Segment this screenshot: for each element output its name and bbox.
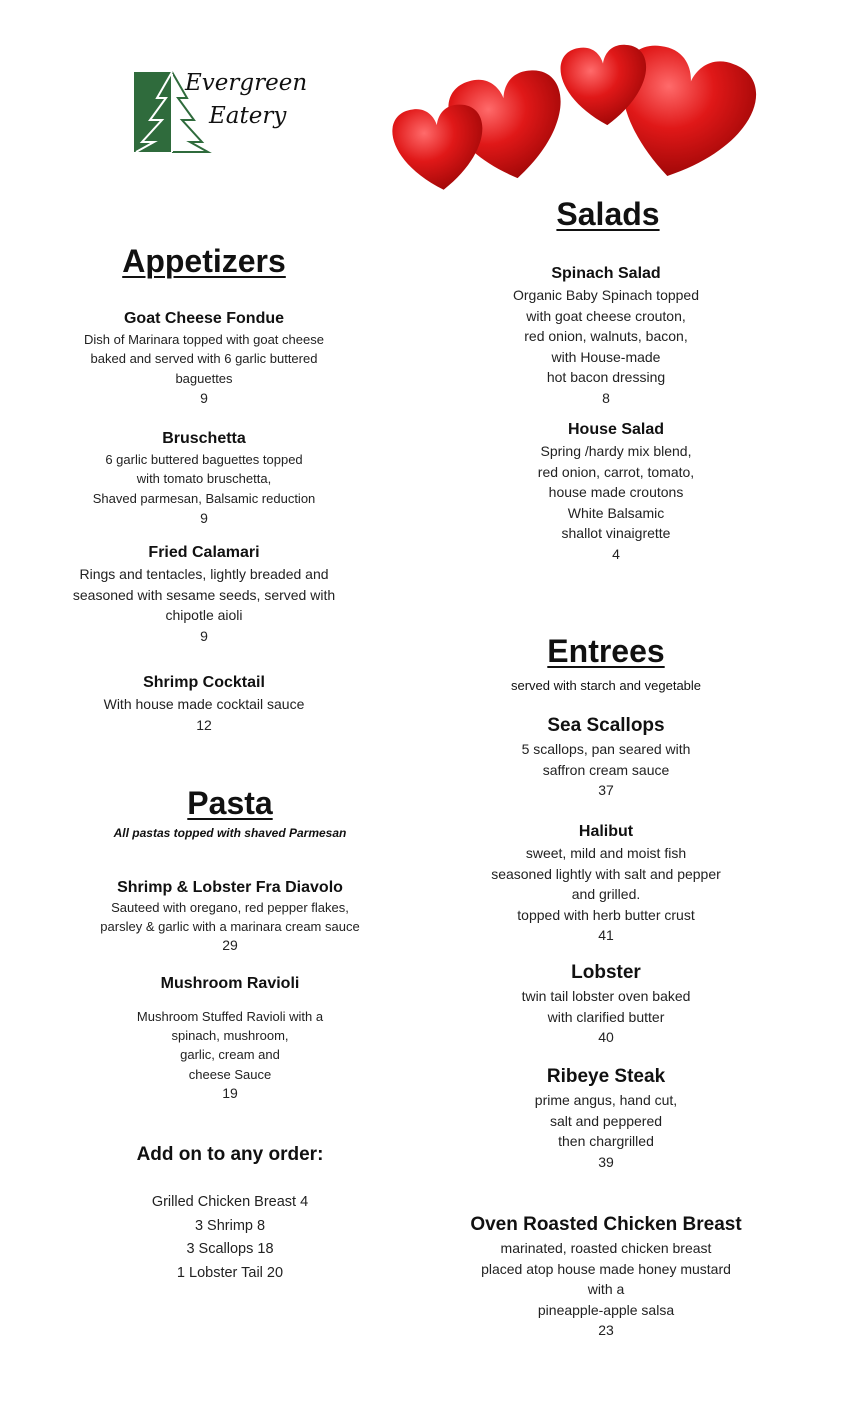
addon-item: Grilled Chicken Breast 4 bbox=[151, 1194, 309, 1210]
item-price: 9 bbox=[200, 627, 208, 644]
pasta-note: All pastas topped with shaved Parmesan bbox=[113, 826, 347, 840]
item-desc: marinated, roasted chicken breast placed atop house made honey mustard with a pineapple-apple salsa bbox=[481, 1240, 731, 1318]
menu-item-spinach-salad bbox=[456, 263, 756, 408]
menu-item-halibut bbox=[440, 821, 772, 945]
item-desc: 6 garlic buttered baguettes topped with tomato bruschetta, Shaved parmesan, Balsamic reduction bbox=[92, 452, 316, 506]
item-desc: sweet, mild and moist fish seasoned lightly with salt and pepper and grilled. topped with herb butter crust bbox=[491, 845, 721, 923]
item-name: Bruschetta bbox=[162, 430, 246, 447]
menu-item-house-salad bbox=[466, 419, 766, 564]
item-desc: With house made cocktail sauce bbox=[103, 696, 305, 712]
logo-line2: Eatery bbox=[209, 103, 287, 129]
item-name: Oven Roasted Chicken Breast bbox=[470, 1214, 742, 1235]
heart-icon bbox=[390, 102, 488, 194]
item-price: 9 bbox=[200, 390, 208, 407]
item-name: House Salad bbox=[567, 421, 665, 438]
item-name: Goat Cheese Fondue bbox=[123, 310, 285, 327]
addons-list bbox=[80, 1191, 380, 1285]
item-price: 37 bbox=[598, 782, 614, 799]
logo bbox=[132, 68, 332, 158]
item-price: 23 bbox=[598, 1322, 614, 1339]
item-price: 9 bbox=[200, 510, 208, 527]
item-price: 19 bbox=[222, 1084, 238, 1101]
menu-item-lobster bbox=[456, 960, 756, 1047]
item-desc: twin tail lobster oven baked with clarified butter bbox=[521, 988, 691, 1025]
addons-title: Add on to any order: bbox=[136, 1144, 324, 1165]
menu-item-mushroom-ravioli bbox=[80, 973, 380, 1103]
addon-item: 3 Scallops 18 bbox=[186, 1241, 274, 1258]
entrees-title: Entrees bbox=[547, 633, 665, 669]
item-price: 29 bbox=[222, 937, 238, 954]
item-desc: Mushroom Stuffed Ravioli with a spinach, mushroom, garlic, cream and cheese Sauce bbox=[136, 1009, 324, 1082]
menu-item-sea-scallops bbox=[456, 713, 756, 800]
item-desc: 5 scallops, pan seared with saffron cream sauce bbox=[521, 741, 691, 778]
item-desc: Organic Baby Spinach topped with goat cheese crouton, red onion, walnuts, bacon, with House-made hot bacon dressing bbox=[512, 287, 699, 386]
menu-item-fried-calamari bbox=[54, 542, 354, 646]
menu-item-shrimp-cocktail bbox=[54, 672, 354, 735]
item-desc: Spring /hardy mix blend, red onion, carrot, tomato, house made croutons White Balsamic shallot vinaigrette bbox=[537, 443, 695, 542]
menu-item-oven-roasted-chicken-breast bbox=[440, 1212, 772, 1340]
item-name: Shrimp & Lobster Fra Diavolo bbox=[117, 879, 343, 896]
addon-item: 3 Shrimp 8 bbox=[194, 1217, 266, 1234]
item-name: Ribeye Steak bbox=[546, 1066, 666, 1087]
item-name: Halibut bbox=[578, 823, 634, 840]
addon-item: 1 Lobster Tail 20 bbox=[176, 1264, 284, 1281]
hearts-decoration bbox=[385, 20, 785, 220]
menu-item-bruschetta bbox=[54, 428, 354, 528]
appetizers-title: Appetizers bbox=[122, 243, 286, 279]
item-price: 12 bbox=[196, 716, 212, 733]
item-name: Lobster bbox=[571, 962, 641, 983]
item-name: Spinach Salad bbox=[551, 265, 661, 282]
item-desc: Sauteed with oregano, red pepper flakes, parsley & garlic with a marinara cream sauce bbox=[100, 900, 360, 934]
item-price: 4 bbox=[612, 545, 620, 562]
item-price: 8 bbox=[602, 389, 610, 406]
item-price: 41 bbox=[598, 927, 614, 944]
item-desc: Rings and tentacles, lightly breaded and seasoned with sesame seeds, served with chipotle aioli bbox=[72, 566, 336, 624]
item-price: 39 bbox=[598, 1153, 614, 1170]
entrees-note: served with starch and vegetable bbox=[510, 678, 702, 693]
pasta-title: Pasta bbox=[187, 785, 273, 821]
item-name: Shrimp Cocktail bbox=[143, 674, 265, 691]
item-name: Mushroom Ravioli bbox=[160, 975, 300, 992]
item-desc: prime angus, hand cut, salt and peppered then chargrilled bbox=[534, 1092, 678, 1150]
item-name: Fried Calamari bbox=[148, 544, 260, 561]
item-desc: Dish of Marinara topped with goat cheese baked and served with 6 garlic buttered baguettes bbox=[84, 332, 324, 386]
menu-item-ribeye-steak bbox=[456, 1064, 756, 1172]
menu-item-shrimp-lobster-fra-diavolo bbox=[70, 877, 390, 954]
logo-line1: Evergreen bbox=[185, 70, 308, 96]
item-price: 40 bbox=[598, 1029, 614, 1046]
salads-title: Salads bbox=[556, 196, 660, 232]
item-name: Sea Scallops bbox=[547, 715, 665, 736]
menu-item-goat-cheese-fondue bbox=[54, 308, 354, 408]
